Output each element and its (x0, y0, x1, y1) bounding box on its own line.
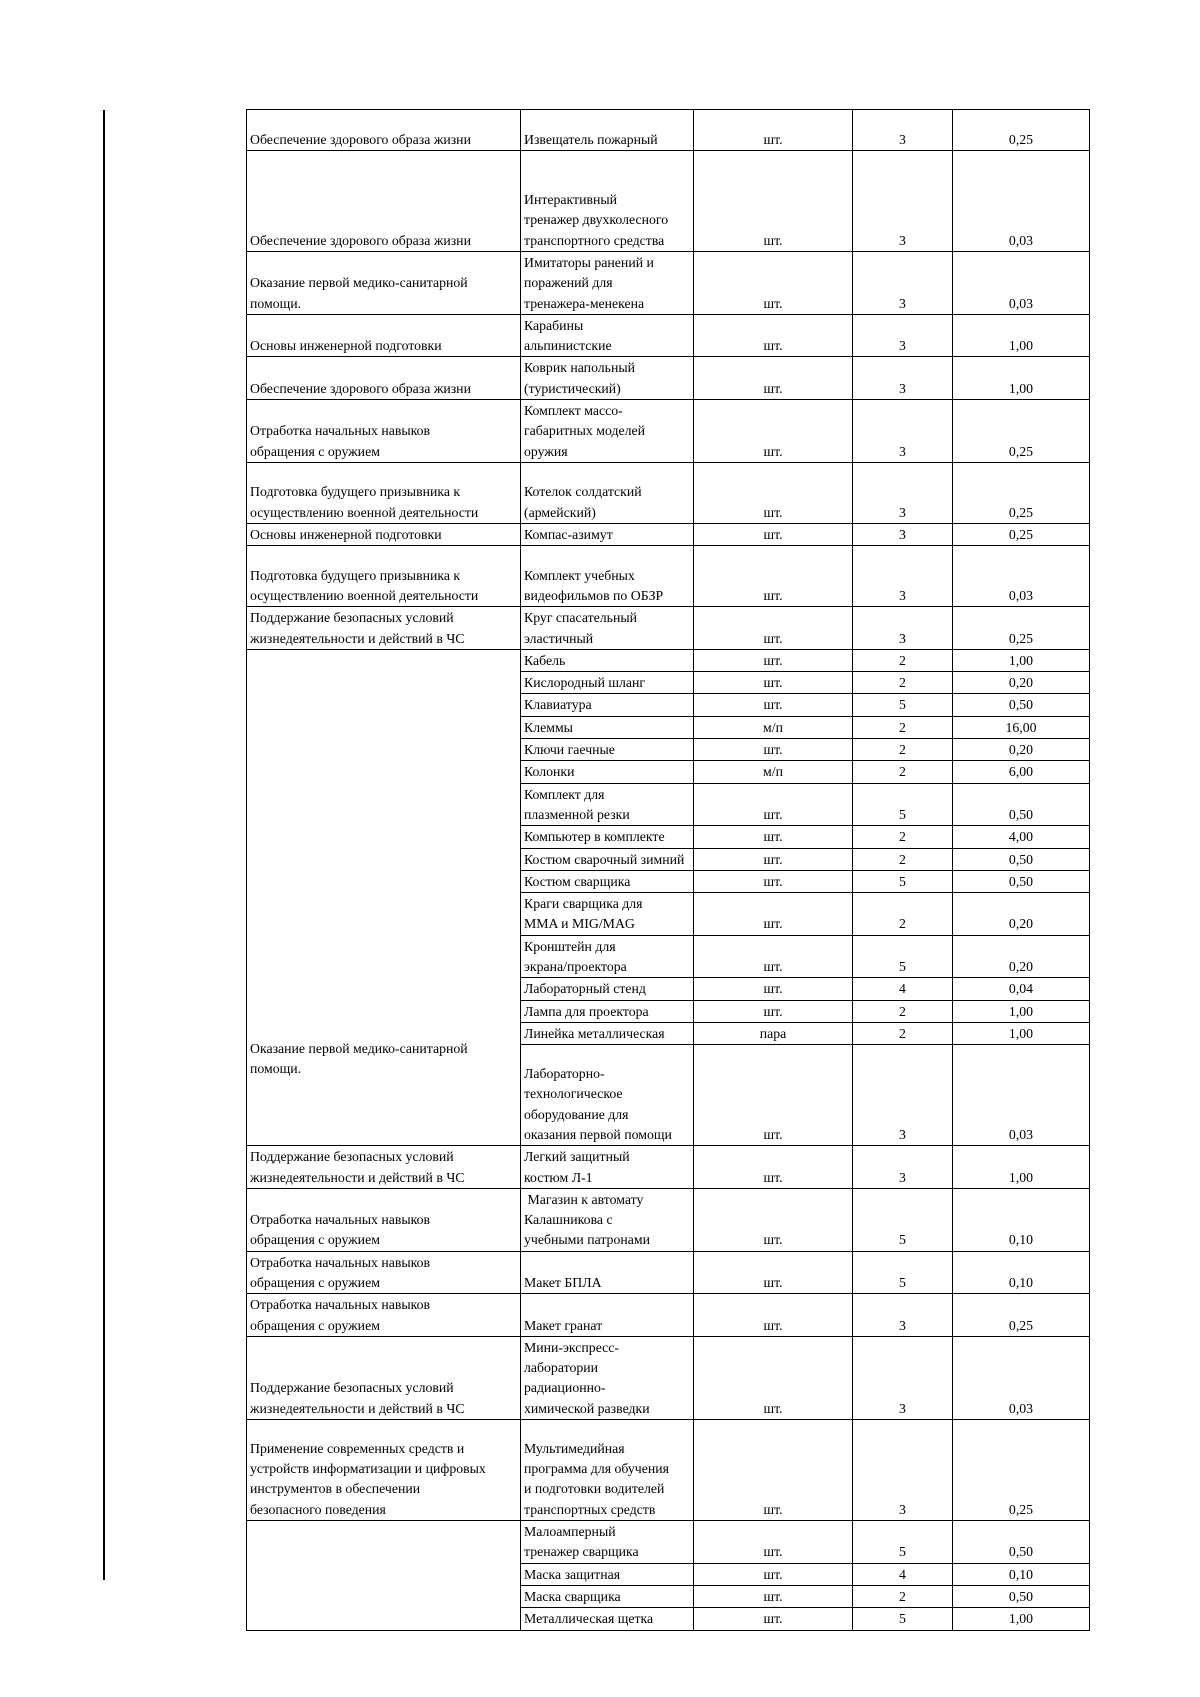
quantity-cell: 2 (853, 672, 953, 694)
unit-cell: шт. (694, 694, 853, 716)
unit-cell: шт. (694, 935, 853, 978)
value-cell: 1,00 (953, 1022, 1090, 1044)
value-cell: 0,20 (953, 893, 1090, 936)
item-name-cell: Колонки (521, 761, 694, 783)
category-cell-merged: Оказание первой медико-санитарной помощи. (247, 649, 521, 1145)
unit-cell: шт. (694, 826, 853, 848)
category-cell: Применение современных средств и устройств информатизации и цифровых инструментов в обеспечении безопасного поведения (247, 1420, 521, 1521)
value-cell: 0,03 (953, 151, 1090, 252)
table-row (247, 252, 1090, 315)
table-row (247, 462, 1090, 523)
unit-cell: пара (694, 1022, 853, 1044)
value-cell: 1,00 (953, 1146, 1090, 1189)
quantity-cell: 3 (853, 110, 953, 151)
quantity-cell: 3 (853, 1146, 953, 1189)
unit-cell: шт. (694, 1563, 853, 1585)
table-row (247, 357, 1090, 400)
quantity-cell: 3 (853, 1420, 953, 1521)
value-cell: 16,00 (953, 716, 1090, 738)
category-cell: Основы инженерной подготовки (247, 523, 521, 545)
category-cell: Оказание первой медико-санитарной помощи. (247, 252, 521, 315)
category-cell: Поддержание безопасных условий жизнедеятельности и действий в ЧС (247, 1336, 521, 1419)
item-name-cell: Макет гранат (521, 1294, 694, 1337)
value-cell: 6,00 (953, 761, 1090, 783)
value-cell: 0,50 (953, 1585, 1090, 1607)
quantity-cell: 2 (853, 826, 953, 848)
quantity-cell: 5 (853, 783, 953, 826)
item-name-cell: Круг спасательный эластичный (521, 607, 694, 650)
item-name-cell: Имитаторы ранений и поражений для тренажера-менекена (521, 252, 694, 315)
item-name-cell: Карабины альпинистские (521, 314, 694, 357)
unit-cell: шт. (694, 893, 853, 936)
quantity-cell: 2 (853, 739, 953, 761)
unit-cell: шт. (694, 1585, 853, 1607)
unit-cell: шт. (694, 400, 853, 463)
quantity-cell: 3 (853, 607, 953, 650)
quantity-cell: 2 (853, 716, 953, 738)
value-cell: 0,25 (953, 110, 1090, 151)
item-name-cell: Ключи гаечные (521, 739, 694, 761)
quantity-cell: 5 (853, 870, 953, 892)
quantity-cell: 4 (853, 978, 953, 1000)
equipment-table (246, 109, 1090, 1631)
category-cell: Отработка начальных навыков обращения с оружием (247, 1188, 521, 1251)
item-name-cell: Компас-азимут (521, 523, 694, 545)
value-cell: 0,50 (953, 694, 1090, 716)
quantity-cell: 3 (853, 462, 953, 523)
table-row (247, 1336, 1090, 1419)
category-cell: Обеспечение здорового образа жизни (247, 151, 521, 252)
category-cell: Основы инженерной подготовки (247, 314, 521, 357)
unit-cell: шт. (694, 1188, 853, 1251)
unit-cell: м/п (694, 716, 853, 738)
unit-cell: шт. (694, 1000, 853, 1022)
value-cell: 0,25 (953, 1420, 1090, 1521)
unit-cell: шт. (694, 314, 853, 357)
unit-cell: шт. (694, 151, 853, 252)
table-row (247, 400, 1090, 463)
unit-cell: шт. (694, 357, 853, 400)
quantity-cell: 2 (853, 649, 953, 671)
item-name-cell: Костюм сварщика (521, 870, 694, 892)
value-cell: 0,03 (953, 1336, 1090, 1419)
category-cell: Подготовка будущего призывника к осуществлению военной деятельности (247, 546, 521, 607)
table-row (247, 1188, 1090, 1251)
unit-cell: шт. (694, 462, 853, 523)
unit-cell: шт. (694, 523, 853, 545)
value-cell: 0,50 (953, 870, 1090, 892)
table-row (247, 1294, 1090, 1337)
unit-cell: шт. (694, 1045, 853, 1146)
category-cell: Поддержание безопасных условий жизнедеятельности и действий в ЧС (247, 1146, 521, 1189)
quantity-cell: 3 (853, 252, 953, 315)
quantity-cell: 2 (853, 893, 953, 936)
item-name-cell: Краги сварщика для MMA и MIG/MAG (521, 893, 694, 936)
table-row (247, 1420, 1090, 1521)
value-cell: 0,20 (953, 672, 1090, 694)
quantity-cell: 3 (853, 523, 953, 545)
item-name-cell: Клавиатура (521, 694, 694, 716)
quantity-cell: 3 (853, 151, 953, 252)
value-cell: 1,00 (953, 1000, 1090, 1022)
value-cell: 0,50 (953, 783, 1090, 826)
table-row (247, 1521, 1090, 1564)
value-cell: 0,25 (953, 400, 1090, 463)
category-cell: Отработка начальных навыков обращения с оружием (247, 1294, 521, 1337)
category-cell-empty (247, 1521, 521, 1630)
item-name-cell: Магазин к автомату Калашникова с учебными патронами (521, 1188, 694, 1251)
quantity-cell: 4 (853, 1563, 953, 1585)
quantity-cell: 2 (853, 1022, 953, 1044)
unit-cell: шт. (694, 783, 853, 826)
unit-cell: шт. (694, 1336, 853, 1419)
unit-cell: шт. (694, 848, 853, 870)
quantity-cell: 3 (853, 1294, 953, 1337)
item-name-cell: Клеммы (521, 716, 694, 738)
value-cell: 0,03 (953, 1045, 1090, 1146)
table-row (247, 1146, 1090, 1189)
item-name-cell: Костюм сварочный зимний (521, 848, 694, 870)
quantity-cell: 3 (853, 400, 953, 463)
unit-cell: шт. (694, 672, 853, 694)
quantity-cell: 5 (853, 935, 953, 978)
quantity-cell: 5 (853, 1608, 953, 1630)
item-name-cell: Компьютер в комплекте (521, 826, 694, 848)
unit-cell: шт. (694, 1608, 853, 1630)
value-cell: 1,00 (953, 314, 1090, 357)
unit-cell: шт. (694, 1521, 853, 1564)
table-row (247, 110, 1090, 151)
value-cell: 0,50 (953, 848, 1090, 870)
table-row (247, 523, 1090, 545)
quantity-cell: 3 (853, 357, 953, 400)
unit-cell: шт. (694, 739, 853, 761)
quantity-cell: 3 (853, 1045, 953, 1146)
item-name-cell: Комплект для плазменной резки (521, 783, 694, 826)
unit-cell: шт. (694, 1251, 853, 1294)
table-row (247, 1251, 1090, 1294)
item-name-cell: Комплект массо- габаритных моделей оружия (521, 400, 694, 463)
table-row (247, 151, 1090, 252)
unit-cell: шт. (694, 1420, 853, 1521)
item-name-cell: Линейка металлическая (521, 1022, 694, 1044)
item-name-cell: Кронштейн для экрана/проектора (521, 935, 694, 978)
unit-cell: шт. (694, 1294, 853, 1337)
item-name-cell: Котелок солдатский (армейский) (521, 462, 694, 523)
unit-cell: шт. (694, 978, 853, 1000)
unit-cell: шт. (694, 607, 853, 650)
item-name-cell: Интерактивный тренажер двухколесного транспортного средства (521, 151, 694, 252)
quantity-cell: 5 (853, 1188, 953, 1251)
item-name-cell: Мини-экспресс- лаборатории радиационно- химической разведки (521, 1336, 694, 1419)
category-cell: Обеспечение здорового образа жизни (247, 110, 521, 151)
item-name-cell: Комплект учебных видеофильмов по ОБЗР (521, 546, 694, 607)
value-cell: 1,00 (953, 357, 1090, 400)
unit-cell: м/п (694, 761, 853, 783)
quantity-cell: 3 (853, 546, 953, 607)
category-cell: Подготовка будущего призывника к осуществлению военной деятельности (247, 462, 521, 523)
unit-cell: шт. (694, 870, 853, 892)
category-cell: Поддержание безопасных условий жизнедеятельности и действий в ЧС (247, 607, 521, 650)
value-cell: 0,03 (953, 252, 1090, 315)
item-name-cell: Коврик напольный (туристический) (521, 357, 694, 400)
quantity-cell: 2 (853, 1585, 953, 1607)
item-name-cell: Мультимедийная программа для обучения и подготовки водителей транспортных средств (521, 1420, 694, 1521)
table-row (247, 649, 1090, 671)
item-name-cell: Лабораторно- технологическое оборудование для оказания первой помощи (521, 1045, 694, 1146)
unit-cell: шт. (694, 649, 853, 671)
value-cell: 1,00 (953, 1608, 1090, 1630)
value-cell: 0,50 (953, 1521, 1090, 1564)
quantity-cell: 2 (853, 1000, 953, 1022)
category-cell: Обеспечение здорового образа жизни (247, 357, 521, 400)
category-cell: Отработка начальных навыков обращения с оружием (247, 1251, 521, 1294)
quantity-cell: 3 (853, 314, 953, 357)
value-cell: 0,25 (953, 523, 1090, 545)
unit-cell: шт. (694, 252, 853, 315)
value-cell: 4,00 (953, 826, 1090, 848)
value-cell: 0,25 (953, 607, 1090, 650)
quantity-cell: 3 (853, 1336, 953, 1419)
value-cell: 0,20 (953, 935, 1090, 978)
item-name-cell: Лампа для проектора (521, 1000, 694, 1022)
unit-cell: шт. (694, 1146, 853, 1189)
quantity-cell: 2 (853, 848, 953, 870)
value-cell: 0,04 (953, 978, 1090, 1000)
quantity-cell: 5 (853, 1521, 953, 1564)
item-name-cell: Кислородный шланг (521, 672, 694, 694)
value-cell: 0,25 (953, 462, 1090, 523)
value-cell: 0,03 (953, 546, 1090, 607)
quantity-cell: 5 (853, 1251, 953, 1294)
item-name-cell: Лабораторный стенд (521, 978, 694, 1000)
item-name-cell: Макет БПЛА (521, 1251, 694, 1294)
category-cell: Отработка начальных навыков обращения с оружием (247, 400, 521, 463)
item-name-cell: Легкий защитный костюм Л-1 (521, 1146, 694, 1189)
value-cell: 0,10 (953, 1188, 1090, 1251)
value-cell: 1,00 (953, 649, 1090, 671)
value-cell: 0,10 (953, 1563, 1090, 1585)
value-cell: 0,25 (953, 1294, 1090, 1337)
unit-cell: шт. (694, 110, 853, 151)
item-name-cell: Извещатель пожарный (521, 110, 694, 151)
table-row (247, 314, 1090, 357)
page-margin-rule (103, 110, 105, 1580)
item-name-cell: Маска защитная (521, 1563, 694, 1585)
item-name-cell: Металлическая щетка (521, 1608, 694, 1630)
item-name-cell: Малоамперный тренажер сварщика (521, 1521, 694, 1564)
table-row (247, 607, 1090, 650)
quantity-cell: 5 (853, 694, 953, 716)
quantity-cell: 2 (853, 761, 953, 783)
table-row (247, 546, 1090, 607)
value-cell: 0,20 (953, 739, 1090, 761)
item-name-cell: Кабель (521, 649, 694, 671)
item-name-cell: Маска сварщика (521, 1585, 694, 1607)
unit-cell: шт. (694, 546, 853, 607)
value-cell: 0,10 (953, 1251, 1090, 1294)
